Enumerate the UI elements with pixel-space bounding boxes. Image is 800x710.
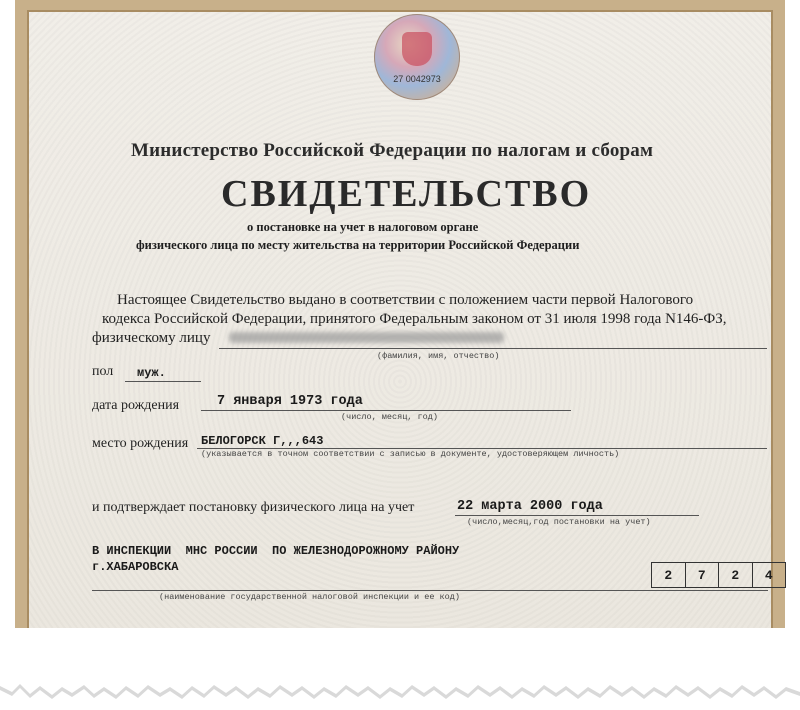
ministry-name: Министерство Российской Федерации по налогам и сборам xyxy=(131,140,654,161)
dob-underline xyxy=(201,410,571,411)
document-subtitle-2: физического лица по месту жительства на территории Российской Федерации xyxy=(136,238,580,252)
registration-label: и подтверждает постановку физического лица на учет xyxy=(92,500,415,515)
sex-value: муж. xyxy=(137,366,166,380)
seal-number: 27 0042973 xyxy=(393,74,441,84)
certificate-document xyxy=(15,0,785,628)
name-hint: (фамилия, имя, отчество) xyxy=(377,351,500,361)
registration-underline xyxy=(455,515,699,516)
code-digit: 2 xyxy=(652,563,686,587)
body-line-3: физическому лицу xyxy=(92,330,211,346)
registration-date: 22 марта 2000 года xyxy=(457,499,603,514)
document-subtitle-1: о постановке на учет в налоговом органе xyxy=(247,220,479,234)
dob-label: дата рождения xyxy=(92,398,180,413)
inspection-line-2: г.ХАБАРОВСКА xyxy=(92,560,179,574)
body-line-2: кодекса Российской Федерации, принятого Федеральным законом от 31 июля 1998 года N146-ФЗ, xyxy=(102,311,727,327)
dob-value: 7 января 1973 года xyxy=(217,394,363,409)
inspection-line-1: В ИНСПЕКЦИИ МНС РОССИИ ПО ЖЕЛЕЗНОДОРОЖНОМУ РАЙОНУ xyxy=(92,544,460,558)
hologram-seal xyxy=(374,14,460,100)
name-underline xyxy=(219,348,767,349)
pob-hint: (указывается в точном соответствии с записью в документе, удостоверяющем личность) xyxy=(201,449,620,459)
body-line-1: Настоящее Свидетельство выдано в соответствии с положением части первой Налогового xyxy=(117,292,694,308)
inspection-code-box xyxy=(651,562,786,588)
torn-paper-edge xyxy=(0,628,800,710)
sex-underline xyxy=(125,381,201,382)
code-digit: 7 xyxy=(686,563,720,587)
code-digit: 2 xyxy=(719,563,753,587)
inspection-underline xyxy=(92,590,768,591)
dob-hint: (число, месяц, год) xyxy=(341,412,438,422)
inspection-hint: (наименование государственной налоговой инспекции и ее код) xyxy=(159,592,460,602)
document-title: СВИДЕТЕЛЬСТВО xyxy=(221,173,592,215)
redacted-name xyxy=(229,332,504,343)
pob-value: БЕЛОГОРСК Г,,,643 xyxy=(201,434,324,448)
sex-label: пол xyxy=(92,364,114,379)
certificate-paper xyxy=(27,10,773,628)
coat-of-arms-icon xyxy=(402,32,432,66)
code-digit: 4 xyxy=(764,567,773,583)
pob-label: место рождения xyxy=(92,436,189,451)
registration-hint: (число,месяц,год постановки на учет) xyxy=(467,517,651,527)
